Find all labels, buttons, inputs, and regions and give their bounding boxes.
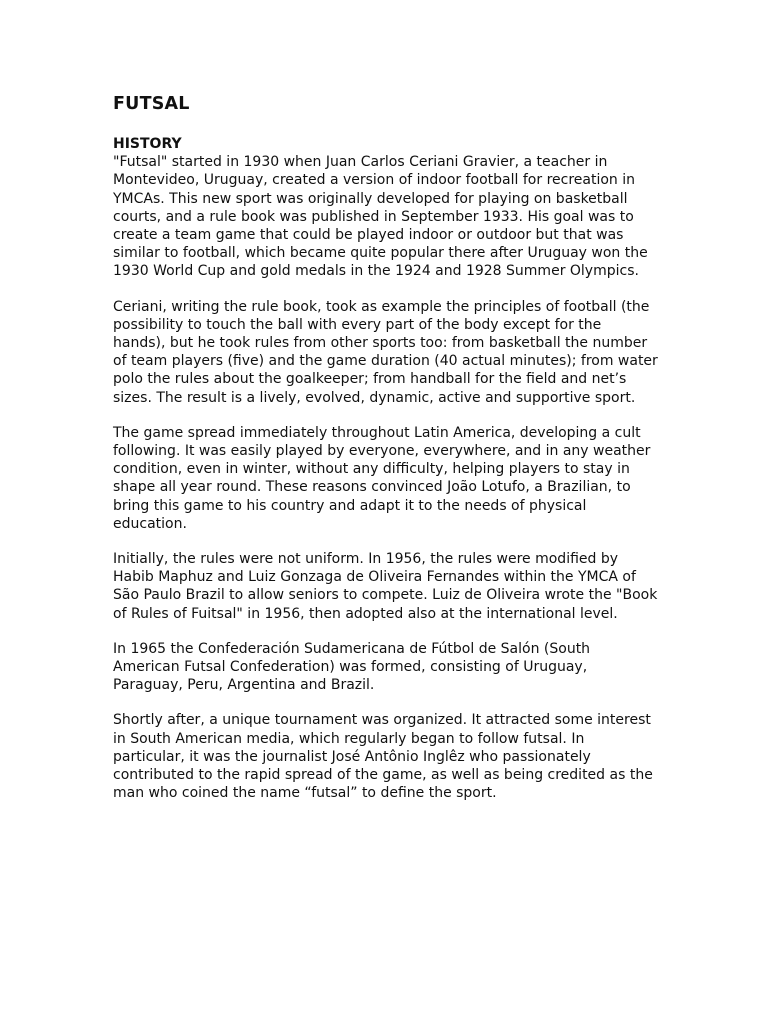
paragraph-tournament: Shortly after, a unique tournament was organized. It attracted some interest in South American media, which regularly began to follow futsal. In particular, it was the journalist José Antônio Inglêz who passionately contributed to the rapid spread of the game, as well as being credited as the man who coined the name “futsal” to define the sport. [113,712,653,802]
section-heading-history: HISTORY [113,136,182,152]
paragraph-spread: The game spread immediately throughout Latin America, developing a cult following. It was easily played by everyone, everywhere, and in any weather condition, even in winter, without any difficulty, helping players to stay in shape all year round. These reasons convinced João Lotufo, a Brazilian, to bring this game to his country and adapt it to the needs of physical education. [113,424,651,532]
paragraph-rules-modified: Initially, the rules were not uniform. In 1956, the rules were modified by Habib Maphuz and Luiz Gonzaga de Oliveira Fernandes within the YMCA of São Paulo Brazil to allow seniors to compete. Luiz de Oliveira wrote the "Book of Rules of Fuitsal" in 1956, then adopted also at the international level. [113,551,658,622]
paragraph-confederation: In 1965 the Confederación Sudamericana de Fútbol de Salón (South American Futsal Confederation) was formed, consisting of Uruguay, Paraguay, Peru, Argentina and Brazil. [113,640,591,694]
document-title: FUTSAL [113,94,190,114]
document-body [113,92,658,820]
paragraph-rule-book: Ceriani, writing the rule book, took as example the principles of football (the possibility to touch the ball with every part of the body except for the hands), but he took rules from other sports too: from basketball the number of team players (five) and the game duration (40 actual minutes); from water polo the rules about the goalkeeper; from handball for the field and net’s sizes. The result is a lively, evolved, dynamic, active and supportive sport. [113,298,658,406]
paragraph-origin: "Futsal" started in 1930 when Juan Carlos Ceriani Gravier, a teacher in Montevideo, Uruguay, created a version of indoor football for recreation in YMCAs. This new sport was originally developed for playing on basketball courts, and a rule book was published in September 1933. His goal was to create a team game that could be played indoor or outdoor but that was similar to football, which became quite popular there after Uruguay won the 1930 World Cup and gold medals in the 1924 and 1928 Summer Olympics. [113,154,648,280]
